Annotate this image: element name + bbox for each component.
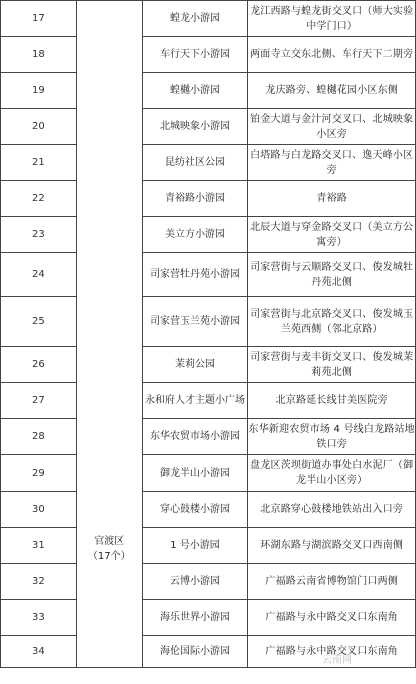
park-location: 盘龙区茨坝街道办事处白水泥厂（御龙半山小区旁） — [248, 455, 416, 492]
row-number: 32 — [1, 564, 77, 600]
park-location: 白塔路与白龙路交叉口、逸天峰小区旁 — [248, 145, 416, 181]
row-number: 21 — [1, 145, 77, 181]
row-number: 19 — [1, 73, 77, 109]
park-name: 司家营玉兰苑小游园 — [142, 297, 248, 347]
table-row — [1, 37, 416, 73]
table-row — [1, 347, 416, 383]
table-row — [1, 455, 416, 492]
table-body — [1, 1, 416, 668]
park-location: 铂金大道与金汁河交叉口、北城映象小区旁 — [248, 109, 416, 145]
district-cell — [76, 1, 142, 668]
row-number: 33 — [1, 600, 77, 636]
table-row — [1, 297, 416, 347]
table-row — [1, 419, 416, 455]
park-location: 北辰大道与穿金路交叉口（美立方公寓旁） — [248, 217, 416, 253]
row-number: 27 — [1, 383, 77, 419]
park-name: 北城映象小游园 — [142, 109, 248, 145]
row-number: 28 — [1, 419, 77, 455]
park-name: 青裕路小游园 — [142, 181, 248, 217]
table-row — [1, 181, 416, 217]
park-location: 两面寺立交东北侧、车行天下二期旁 — [248, 37, 416, 73]
park-name: 御龙半山小游园 — [142, 455, 248, 492]
table-row — [1, 528, 416, 564]
park-name: 蝗龙小游园 — [142, 1, 248, 37]
row-number: 17 — [1, 1, 77, 37]
watermark-text: 云南网 — [322, 655, 352, 666]
table-row — [1, 564, 416, 600]
row-number: 34 — [1, 636, 77, 668]
table-row — [1, 253, 416, 297]
park-location: 司家营街与北京路交叉口、俊发城玉兰苑西侧（邻北京路） — [248, 297, 416, 347]
row-number: 18 — [1, 37, 77, 73]
row-number: 31 — [1, 528, 77, 564]
park-location: 广福路与永中路交叉口东南角 — [248, 636, 416, 668]
row-number: 26 — [1, 347, 77, 383]
park-location: 环湖东路与湖滨路交叉口西南侧 — [248, 528, 416, 564]
table-row — [1, 73, 416, 109]
park-name: 永和府人才主题小广场 — [142, 383, 248, 419]
park-name: 蝗樾小游园 — [142, 73, 248, 109]
park-location: 龙江西路与蝗龙街交叉口（师大实验中学门口） — [248, 1, 416, 37]
district-count: （17个） — [87, 551, 131, 562]
park-name: 海伦国际小游园 — [142, 636, 248, 668]
park-location: 青裕路 — [248, 181, 416, 217]
park-name: 东华农贸市场小游园 — [142, 419, 248, 455]
park-name: 茉莉公园 — [142, 347, 248, 383]
park-name: 司家营牡丹苑小游园 — [142, 253, 248, 297]
table-row — [1, 492, 416, 528]
table-row — [1, 109, 416, 145]
table-row — [1, 636, 416, 668]
park-name: 昆纺社区公园 — [142, 145, 248, 181]
park-name: 美立方小游园 — [142, 217, 248, 253]
row-number: 25 — [1, 297, 77, 347]
table-row — [1, 383, 416, 419]
table-row — [1, 600, 416, 636]
district-name: 官渡区 — [94, 536, 125, 547]
park-location: 北京路穿心鼓楼地铁站出入口旁 — [248, 492, 416, 528]
park-location: 广福路云南省博物馆门口两侧 — [248, 564, 416, 600]
row-number: 24 — [1, 253, 77, 297]
park-name: 1 号小游园 — [142, 528, 248, 564]
table-row — [1, 145, 416, 181]
park-location: 龙庆路旁、蝗樾花园小区东侧 — [248, 73, 416, 109]
park-location: 司家营街与云顺路交叉口、俊发城牡丹苑北侧 — [248, 253, 416, 297]
row-number: 22 — [1, 181, 77, 217]
row-number: 29 — [1, 455, 77, 492]
park-name: 云博小游园 — [142, 564, 248, 600]
park-location: 北京路延长线甘美医院旁 — [248, 383, 416, 419]
park-name: 海乐世界小游园 — [142, 600, 248, 636]
park-location: 广福路与永中路交叉口东南角 — [248, 600, 416, 636]
park-name: 穿心鼓楼小游园 — [142, 492, 248, 528]
row-number: 20 — [1, 109, 77, 145]
park-location: 司家营街与麦丰街交叉口、俊发城茉莉苑北侧 — [248, 347, 416, 383]
row-number: 30 — [1, 492, 77, 528]
park-name: 车行天下小游园 — [142, 37, 248, 73]
row-number: 23 — [1, 217, 77, 253]
park-location: 东华新迎农贸市场 4 号线白龙路站地铁口旁 — [248, 419, 416, 455]
table-row — [1, 1, 416, 37]
table-row — [1, 217, 416, 253]
